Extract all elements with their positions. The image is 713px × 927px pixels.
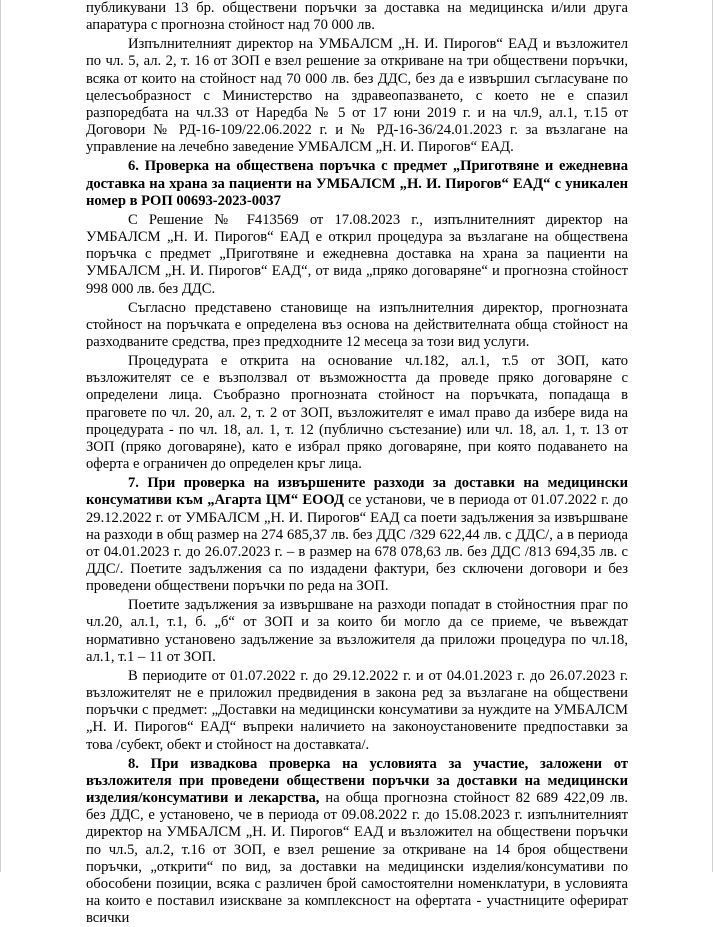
paragraph (86, 0, 628, 34)
paragraph (86, 353, 628, 473)
paragraph (86, 475, 628, 595)
text-run: се установи, че в периода от 01.07.2022 г. до 29.12.2022 г. от УМБАЛСМ „Н. И. Пирогов“ ЕАД са поети задължения за извършване на разходи в общ размер на 274 685,37 лв. без ДДС /329 622,44 лв. с ДДС/, а в периода от 04.01.2023 г. до 26.07.2023 г. – в размер на 678 078,63 лв. без ДДС /813 694,35 лв. с ДДС/. Поетите задължения са по издадени фактури, без сключени договори и без проведени обществени поръчки по реда на ЗОП. (86, 492, 629, 595)
paragraph (86, 597, 628, 666)
text-run: С Решение № F413569 от 17.08.2023 г., изпълнителният директор на УМБАЛСМ „Н. И. Пирогов“ ЕАД е открил процедура за възлагане на обществена поръчка с предмет „Приготвяне и ежедневна доставка на храна за пациенти на УМБАЛСМ „Н. И. Пирогов“ ЕАД“, от вида „пряко договаряне“ и прогнозна стойност 998 000 лв. без ДДС. (86, 211, 628, 297)
paragraph (86, 212, 628, 298)
paragraph (86, 756, 628, 927)
document-body (86, 0, 628, 927)
paragraph (86, 300, 628, 351)
text-run: В периодите от 01.07.2022 г. до 29.12.2022 г. и от 04.01.2023 г. до 26.07.2023 г. възложителят не е приложил предвидения в закона ред за възлагане на обществени поръчки с предмет: „Доставки на медицински консумативи за нуждите на УМБАЛСМ „Н. И. Пирогов“ ЕАД“ въпреки наличието на законоустановените предпоставки за това /субект, обект и стойност на доставката/. (86, 667, 628, 753)
text-run: на обща прогнозна стойност 82 689 422,09 лв. без ДДС, е установено, че в периода от 09.08.2022 г. до 15.08.2023 г. изпълнителният директор на УМБАЛСМ „Н. И. Пирогов“ ЕАД и възложител на обществени поръчки по чл.5, ал.2, т.16 от ЗОП, е взел решение за откриване на 14 броя обществени поръчки, „открити“ по вид, за доставки на медицински изделия/консумативи по обособени позиции, всяка с различен брой самостоятелни номенклатури, в условията на които е поставил изискване за комплексност на офертата - участниците оферират всички (86, 790, 628, 927)
text-run: Поетите задължения за извършване на разходи попадат в стойностния праг по чл.20, ал.1, т.1, б. „б“ от ЗОП и за които би могло да се приеме, че въвеждат нормативно установено задължение за възложителя да приложи процедура по чл.18, ал.1, т.1 – 11 от ЗОП. (86, 597, 628, 665)
text-run: Съгласно представено становище на изпълнителния директор, прогнозната стойност на поръчката е определена въз основа на действителната обща стойност на разходваните средства, през предходните 12 месеца за този вид услуги. (86, 299, 628, 350)
bold-text-run: 7. При проверка на извършените разходи за доставки на медицински консумативи към „Агарта ЦМ“ ЕООД (86, 475, 628, 509)
text-run: Изпълнителният директор на УМБАЛСМ „Н. И. Пирогов“ ЕАД и възложител по чл. 5, ал. 2, т. 16 от ЗОП е взел решение за откриване на три обществени поръчки, всяка от които на стойност над 70 000 лв. без ДДС, без да е извършил съгласуване по целесъобразност с Министерство на здравеопазването, с което не е спазил разпоредбата на чл.33 от Наредба № 5 от 17 юни 2019 г. и на чл.9, ал.1, т.15 от Договори № РД-16-109/22.06.2022 г. и № РД-16-36/24.01.2023 г. за възлагане на управление на лечебно заведение УМБАЛСМ „Н. И. Пирогов“ ЕАД. (86, 36, 628, 156)
paragraph (86, 158, 628, 209)
text-run: Процедурата е открита на основание чл.182, ал.1, т.5 от ЗОП, като възложителят се е възползвал от възможността да проведе пряко договаряне с определени лица. Съобразно прогнозната стойност на поръчката, попадаща в праговете по чл. 20, ал. 2, т. 2 от ЗОП, възложителят е имал право да избере вида на процедурата - по чл. 18, ал. 1, т. 12 (публично състезание) или чл. 18, ал. 1, т. 13 от ЗОП (пряко договаряне), като е избрал пряко договаряне, при която подаването на оферта е ограничен до определен кръг лица. (86, 353, 628, 473)
bold-text-run: 8. При извадкова проверка на условията за участие, заложени от възложителя при проведени обществени поръчки за доставки на медицински изделия/консумативи и лекарства, (86, 755, 628, 807)
paragraph (86, 668, 628, 754)
page-edge-left (0, 0, 1, 872)
bold-text-run: 6. Проверка на обществена поръчка с предмет „Приготвяне и ежедневна доставка на храна за пациенти на УМБАЛСМ „Н. И. Пирогов“ ЕАД“ с уникален номер в РОП 00693-2023-0037 (86, 158, 628, 209)
text-run: публикувани 13 бр. обществени поръчки за доставка на медицинска и/или друга апаратура с прогнозна стойност над 70 000 лв. (86, 0, 628, 34)
paragraph (86, 36, 628, 156)
